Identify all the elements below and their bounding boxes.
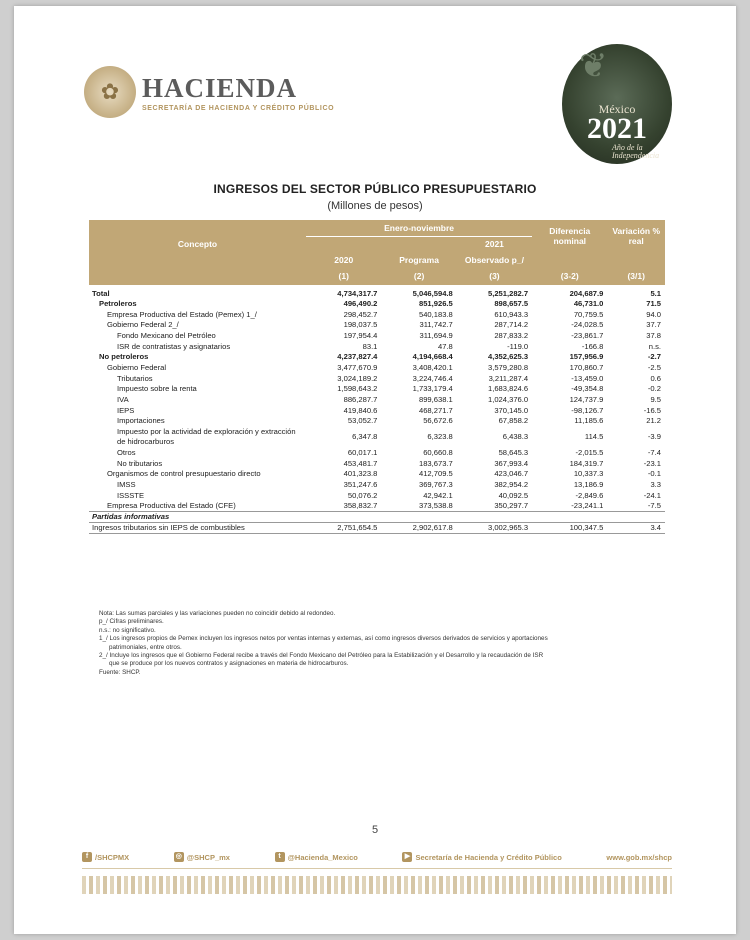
table-row: [89, 427, 665, 448]
header-observado: Observado p_/: [457, 252, 532, 268]
youtube-icon: ▶: [402, 852, 412, 862]
mexico-2021-badge: México 2021 Año de la Independencia: [562, 44, 672, 164]
cell-value: 468,271.7: [418, 405, 453, 415]
row-label: Petroleros: [99, 298, 137, 308]
row-label: No tributarios: [117, 458, 163, 468]
cell-value: 423,046.7: [494, 469, 529, 479]
cell-value: 184,319.7: [569, 458, 604, 468]
table-row: [89, 448, 665, 459]
cell-value: 5,046,594.8: [381, 284, 456, 299]
cell-value: 58,645.3: [498, 448, 529, 458]
header-diferencia: Diferencia nominal: [532, 220, 607, 252]
cell-value: -98,126.7: [571, 405, 604, 415]
cell-value: 10,337.3: [573, 469, 604, 479]
cell-value: 0.6: [650, 373, 661, 383]
cell-value: 1,683,824.6: [488, 384, 529, 394]
row-label: Empresa Productiva del Estado (CFE): [107, 501, 236, 511]
logo-subtitle: SECRETARÍA DE HACIENDA Y CRÉDITO PÚBLICO: [142, 104, 335, 112]
twitter-icon: t: [275, 852, 285, 862]
cell-value: 3,211,287.4: [488, 373, 529, 383]
cell-value: 412,709.5: [418, 469, 453, 479]
header-2020: 2020: [306, 252, 381, 268]
cell-value: 4,194,668.4: [412, 352, 453, 362]
cell-value: -7.5: [647, 501, 661, 511]
note-line: 1_/ Los ingresos propios de Pemex incluyen los ingresos netos por ventas internas y externas, así como ingresos diversos derivados de servicios y aportaciones: [99, 635, 548, 643]
cell-value: -13,459.0: [571, 373, 604, 383]
header-dif-blank: [532, 252, 607, 268]
cell-value: 60,017.1: [347, 448, 378, 458]
header-num-1: (1): [306, 268, 381, 284]
cell-value: -49,354.8: [571, 384, 604, 394]
cell-value: 183,673.7: [418, 458, 453, 468]
cell-value: 6,347.8: [352, 432, 378, 442]
serpent-icon: ❦: [579, 47, 608, 85]
cell-value: 5.1: [607, 284, 665, 299]
table-row: [89, 416, 665, 427]
table-row: [89, 523, 665, 534]
row-label: No petroleros: [99, 352, 149, 362]
cell-value: [306, 512, 381, 523]
cell-value: 287,833.2: [494, 330, 529, 340]
cell-value: -2.7: [647, 352, 661, 362]
cell-value: 170,860.7: [569, 362, 604, 372]
cell-value: 100,347.5: [532, 523, 607, 534]
cell-value: 1,733,179.4: [412, 384, 453, 394]
cell-value: 70,759.5: [573, 309, 604, 319]
row-label: Gobierno Federal 2_/: [107, 320, 179, 330]
revenue-table: [89, 220, 665, 534]
coat-of-arms-icon: ✿: [84, 66, 136, 118]
website-link[interactable]: www.gob.mx/shcp: [606, 852, 672, 862]
page-subtitle: (Millones de pesos): [327, 200, 423, 212]
logo-title: HACIENDA: [142, 72, 298, 103]
document-page: [14, 6, 736, 934]
cell-value: -23,861.7: [571, 330, 604, 340]
cell-value: 3.3: [650, 480, 661, 490]
row-label: Impuesto por la actividad de exploración y extracción de hidrocarburos: [117, 427, 296, 447]
cell-value: 886,287.7: [343, 395, 378, 405]
cell-value: 610,943.3: [494, 309, 529, 319]
cell-value: -7.4: [647, 448, 661, 458]
instagram-icon: ◎: [175, 853, 182, 860]
cell-value: 369,767.3: [418, 480, 453, 490]
row-label: ISR de contratistas y asignatarios: [117, 341, 231, 351]
cell-value: 3,579,280.8: [488, 362, 529, 372]
cell-value: 351,247.6: [343, 480, 378, 490]
cell-value: 3,477,670.9: [337, 362, 378, 372]
row-label: Otros: [117, 448, 136, 458]
cell-value: [607, 512, 665, 523]
youtube-link[interactable]: ▶ Secretaría de Hacienda y Crédito Público: [402, 852, 561, 862]
table-row: [89, 331, 665, 342]
cell-value: 851,926.5: [418, 298, 453, 308]
cell-value: 4,237,827.4: [337, 352, 378, 362]
cell-value: -2.5: [647, 362, 661, 372]
row-label: Partidas informativas: [89, 512, 306, 523]
cell-value: 53,052.7: [347, 416, 378, 426]
cell-value: 4,734,317.7: [306, 284, 381, 299]
cell-value: 373,538.8: [418, 501, 453, 511]
cell-value: 157,956.9: [569, 352, 604, 362]
cell-value: -3.9: [647, 432, 661, 442]
table-row: [89, 341, 665, 352]
note-line: Nota: Las sumas parciales y las variaciones pueden no coincidir debido al redondeo.: [99, 610, 336, 617]
cell-value: -119.0: [507, 341, 529, 351]
cell-value: 50,076.2: [347, 490, 378, 500]
cell-value: 358,832.7: [343, 501, 378, 511]
cell-value: -23,241.1: [571, 501, 604, 511]
facebook-icon: f: [82, 852, 92, 862]
cell-value: -166.8: [581, 341, 604, 351]
table-row: [89, 501, 665, 512]
cell-value: -2,849.6: [575, 490, 604, 500]
cell-value: 898,657.5: [494, 298, 529, 308]
note-line: p_/ Cifras preliminares.: [99, 618, 164, 626]
row-label: Fondo Mexicano del Petróleo: [117, 330, 216, 340]
cell-value: 42,942.1: [423, 490, 453, 500]
note-line: Fuente: SHCP.: [99, 668, 141, 676]
cell-value: 56,672.6: [423, 416, 453, 426]
cell-value: 83.1: [362, 341, 378, 351]
page-number: 5: [371, 824, 379, 836]
table-row: [89, 480, 665, 491]
header-year: 2021: [457, 236, 532, 252]
cell-value: 204,687.9: [532, 284, 607, 299]
header-programa: Programa: [381, 252, 456, 268]
table-row: [89, 512, 665, 523]
page-title: INGRESOS DEL SECTOR PÚBLICO PRESUPUESTARIO: [213, 182, 537, 196]
cell-value: -0.2: [647, 384, 661, 394]
cell-value: 13,186.9: [573, 480, 604, 490]
header-num-blank: [89, 268, 306, 284]
table-row: [89, 491, 665, 502]
table-row: [89, 458, 665, 469]
cell-value: 311,694.9: [419, 330, 453, 340]
row-label: Empresa Productiva del Estado (Pemex) 1_/: [107, 309, 257, 319]
cell-value: 197,954.4: [343, 330, 378, 340]
cell-value: 540,183.8: [418, 309, 453, 319]
footer: [82, 852, 672, 869]
table-row: [89, 284, 665, 299]
header-concepto: Concepto: [89, 220, 306, 268]
cell-value: 3,024,189.2: [337, 373, 378, 383]
row-label: IMSS: [117, 480, 136, 490]
table-row: [89, 405, 665, 416]
cell-value: 496,490.2: [343, 298, 378, 308]
cell-value: 2,751,654.5: [306, 523, 381, 534]
cell-value: 298,452.7: [343, 309, 378, 319]
footnotes: [99, 610, 679, 677]
cell-value: [381, 512, 456, 523]
cell-value: [457, 512, 532, 523]
cell-value: 46,731.0: [573, 298, 604, 308]
cell-value: 60,660.8: [423, 448, 453, 458]
note-line: 2_/ Incluye los ingresos que el Gobierno Federal recibe a través del Fondo Mexicano del Petróleo para la Estabilización y el Desarrollo y la recaudación de ISR: [99, 652, 544, 660]
note-line: n.s.: no significativo.: [99, 626, 156, 634]
decorative-greca: [82, 876, 672, 894]
cell-value: 2,902,617.8: [381, 523, 456, 534]
cell-value: 40,092.5: [498, 490, 529, 500]
facebook-link[interactable]: f /SHCPMX: [82, 852, 129, 862]
cell-value: 3,002,965.3: [457, 523, 532, 534]
cell-value: -0.1: [647, 469, 661, 479]
cell-value: 1,598,643.2: [337, 384, 378, 394]
cell-value: 21.2: [646, 416, 661, 426]
note-line: que se produce por los nuevos contratos y asignaciones en materia de hidrocarburos.: [109, 660, 349, 668]
cell-value: 453,481.7: [343, 458, 378, 468]
table-row: [89, 299, 665, 310]
row-label: IVA: [117, 395, 129, 405]
header-num-2: (2): [381, 268, 456, 284]
table-row: [89, 384, 665, 395]
cell-value: [532, 512, 607, 523]
cell-value: n.s.: [648, 341, 661, 351]
row-label: Total: [89, 284, 306, 299]
header-num-5: (3/1): [607, 268, 665, 284]
cell-value: 67,858.2: [498, 416, 529, 426]
cell-value: 114.5: [584, 432, 604, 442]
cell-value: -24,028.5: [571, 320, 604, 330]
header-variacion: Variación % real: [607, 220, 665, 252]
header-blank: [306, 236, 457, 252]
header-num-4: (3-2): [532, 268, 607, 284]
table-row: [89, 373, 665, 384]
cell-value: 198,037.5: [343, 320, 378, 330]
instagram-link[interactable]: ◎ @SHCP_mx: [175, 852, 230, 862]
header-period: Enero-noviembre: [306, 220, 532, 236]
cell-value: 350,297.7: [494, 501, 529, 511]
row-label: Impuesto sobre la renta: [117, 384, 197, 394]
cell-value: 382,954.2: [494, 480, 529, 490]
table-row: [89, 395, 665, 406]
table-row: [89, 309, 665, 320]
cell-value: 370,145.0: [494, 405, 529, 415]
cell-value: 9.5: [650, 395, 661, 405]
hacienda-logo: [84, 66, 334, 118]
cell-value: 3.4: [607, 523, 665, 534]
row-label: Organismos de control presupuestario directo: [107, 469, 261, 479]
row-label: Gobierno Federal: [107, 362, 167, 372]
header-num-3: (3): [457, 268, 532, 284]
cell-value: -2,015.5: [575, 448, 604, 458]
table-row: [89, 320, 665, 331]
cell-value: 311,742.7: [419, 320, 453, 330]
table-row: [89, 469, 665, 480]
row-label: IEPS: [117, 405, 135, 415]
cell-value: 124,737.9: [569, 395, 604, 405]
cell-value: 6,323.8: [427, 432, 453, 442]
cell-value: 37.7: [646, 320, 661, 330]
cell-value: 11,185.6: [574, 416, 604, 426]
note-line: patrimoniales, entre otros.: [109, 643, 182, 651]
twitter-link[interactable]: t @Hacienda_Mexico: [275, 852, 358, 862]
row-label: Importaciones: [117, 416, 165, 426]
cell-value: 287,714.2: [494, 320, 529, 330]
row-label: Ingresos tributarios sin IEPS de combustibles: [89, 523, 306, 534]
header-var-blank: [607, 252, 665, 268]
row-label: ISSSTE: [117, 490, 145, 500]
table-row: [89, 363, 665, 374]
cell-value: 419,840.6: [343, 405, 378, 415]
cell-value: 3,224,746.4: [412, 373, 453, 383]
cell-value: 3,408,420.1: [412, 362, 453, 372]
cell-value: 5,251,282.7: [457, 284, 532, 299]
cell-value: 47.8: [437, 341, 453, 351]
cell-value: -16.5: [643, 405, 661, 415]
cell-value: -24.1: [643, 490, 661, 500]
cell-value: 37.8: [646, 330, 661, 340]
cell-value: 71.5: [646, 298, 661, 308]
cell-value: 1,024,376.0: [488, 395, 529, 405]
cell-value: -23.1: [643, 458, 661, 468]
cell-value: 899,638.1: [418, 395, 453, 405]
cell-value: 4,352,625.3: [488, 352, 529, 362]
cell-value: 94.0: [646, 309, 661, 319]
cell-value: 367,993.4: [494, 458, 529, 468]
cell-value: 6,438.3: [502, 432, 529, 442]
table-row: [89, 352, 665, 363]
cell-value: 401,323.8: [343, 469, 378, 479]
row-label: Tributarios: [117, 373, 153, 383]
